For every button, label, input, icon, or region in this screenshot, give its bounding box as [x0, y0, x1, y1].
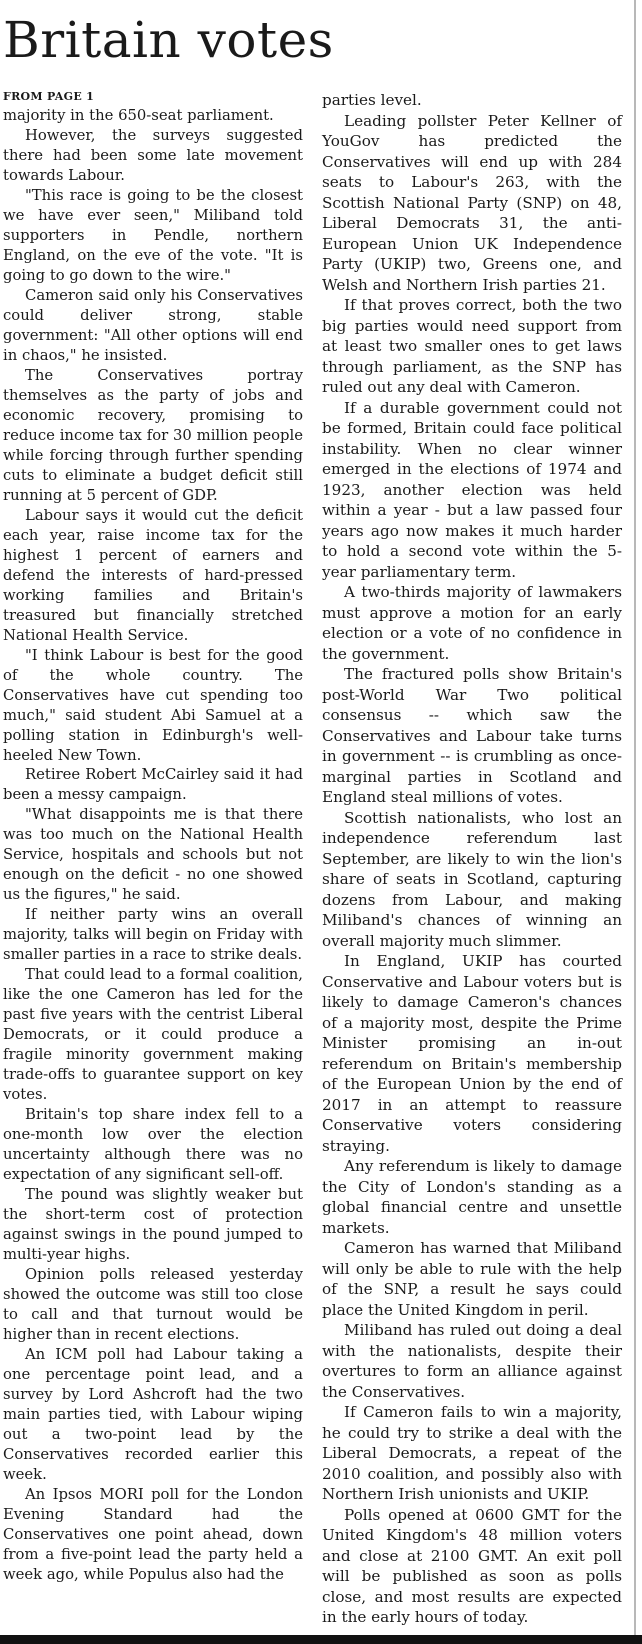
article-column-right: [322, 90, 622, 1628]
paragraph: If neither party wins an overall majority, talks will begin on Friday with smaller parties in a race to strike deals.: [3, 906, 303, 964]
paragraph: "What disappoints me is that there was too much on the National Health Service, hospitals and schools but not enough on the deficit - no one showed us the figures," he said.: [3, 806, 303, 904]
paragraph: If a durable government could not be formed, Britain could face political instability. When no clear winner emerged in the elections of 1974 and 1923, another election was held within a year - but a law passed four years ago now makes it much harder to hold a second vote within the 5-year parliamentary term.: [322, 398, 622, 581]
paragraph: Polls opened at 0600 GMT for the United Kingdom's 48 million voters and close at 2100 GMT. An exit poll will be published as soon as polls close, and most results are expected in the early hours of today.: [322, 1505, 622, 1626]
headline: Britain votes: [3, 11, 334, 69]
paragraph: Britain's top share index fell to a one-month low over the election uncertainty although there was no expectation of any significant sell-off.: [3, 1106, 303, 1184]
paragraph: If that proves correct, both the two big parties would need support from at least two smaller ones to get laws through parliament, as the SNP has ruled out any deal with Cameron.: [322, 296, 622, 396]
paragraph: parties level.: [322, 91, 422, 109]
paragraph: That could lead to a formal coalition, like the one Cameron has led for the past five years with the centrist Liberal Democrats, or it could produce a fragile minority government making trade-offs to guarantee support on key votes.: [3, 966, 303, 1104]
article-column-left: [3, 106, 303, 1585]
paragraph: In England, UKIP has courted Conservative and Labour voters but is likely to damage Cameron's chances of a majority most, despite the Prime Minister promising an in-out referendum on Britain's membership of the European Union by the end of 2017 in an attempt to reassure Conservative voters considering straying.: [322, 952, 622, 1155]
paragraph: "I think Labour is best for the good of the whole country. The Conservatives have cut spending too much," said student Abi Samuel at a polling station in Edinburgh's well-heeled New Town.: [3, 646, 303, 764]
paragraph: The fractured polls show Britain's post-World War Two political consensus -- which saw the Conservatives and Labour take turns in government -- is crumbling as once-marginal parties in Scotland and England steal millions of votes.: [322, 665, 622, 806]
paragraph: The pound was slightly weaker but the short-term cost of protection against swings in the pound jumped to multi-year highs.: [3, 1186, 303, 1264]
paragraph: A two-thirds majority of lawmakers must approve a motion for an early election or a vote of no confidence in the government.: [322, 583, 622, 663]
paragraph: Retiree Robert McCairley said it had been a messy campaign.: [3, 766, 303, 804]
paragraph: Any referendum is likely to damage the City of London's standing as a global financial centre and unsettle markets.: [322, 1157, 622, 1237]
page-edge-rule: [634, 0, 636, 1644]
paragraph: "This race is going to be the closest we have ever seen," Miliband told supporters in Pendle, northern England, on the eve of the vote. "It is going to go down to the wire.": [3, 186, 303, 284]
paragraph: If Cameron fails to win a majority, he could try to strike a deal with the Liberal Democrats, a repeat of the 2010 coalition, and possibly also with Northern Irish unionists and UKIP.: [322, 1403, 622, 1503]
jump-line: FROM PAGE 1: [3, 90, 95, 103]
paragraph: An Ipsos MORI poll for the London Evening Standard had the Conservatives one point ahead, down from a five-point lead the party held a week ago, while Populus also had the: [3, 1485, 303, 1583]
paragraph: Miliband has ruled out doing a deal with the nationalists, despite their overtures to form an alliance against the Conservatives.: [322, 1321, 622, 1401]
paragraph: Scottish nationalists, who lost an independence referendum last September, are likely to win the lion's share of seats in Scotland, capturing dozens from Labour, and making Miliband's chances of winning an overall majority much slimmer.: [322, 808, 622, 950]
paragraph: Leading pollster Peter Kellner of YouGov has predicted the Conservatives will end up with 284 seats to Labour's 263, with the Scottish National Party (SNP) on 48, Liberal Democrats 31, the anti-European Union UK Independence Party (UKIP) two, Greens one, and Welsh and Northern Irish parties 21.: [322, 111, 622, 294]
paragraph: Cameron said only his Conservatives could deliver strong, stable government: "All other options will end in chaos," he insisted.: [3, 286, 303, 364]
paragraph: Labour says it would cut the deficit each year, raise income tax for the highest 1 percent of earners and defend the interests of hard-pressed working families and Britain's treasured but financially stretched National Health Service.: [3, 506, 303, 644]
paragraph: However, the surveys suggested there had been some late movement towards Labour.: [3, 126, 303, 184]
paragraph: Cameron has warned that Miliband will only be able to rule with the help of the SNP, a result he says could place the United Kingdom in peril.: [322, 1239, 622, 1319]
paragraph: majority in the 650-seat parliament.: [3, 107, 274, 124]
paragraph: The Conservatives portray themselves as the party of jobs and economic recovery, promising to reduce income tax for 30 million people while forcing through further spending cuts to eliminate a budget deficit still running at 5 percent of GDP.: [3, 366, 303, 504]
paragraph: An ICM poll had Labour taking a one percentage point lead, and a survey by Lord Ashcroft had the two main parties tied, with Labour wiping out a two-point lead by the Conservatives recorded earlier this week.: [3, 1346, 303, 1483]
paragraph: Opinion polls released yesterday showed the outcome was still too close to call and that turnout would be higher than in recent elections.: [3, 1266, 303, 1344]
page-bottom-bar: [0, 1635, 642, 1644]
